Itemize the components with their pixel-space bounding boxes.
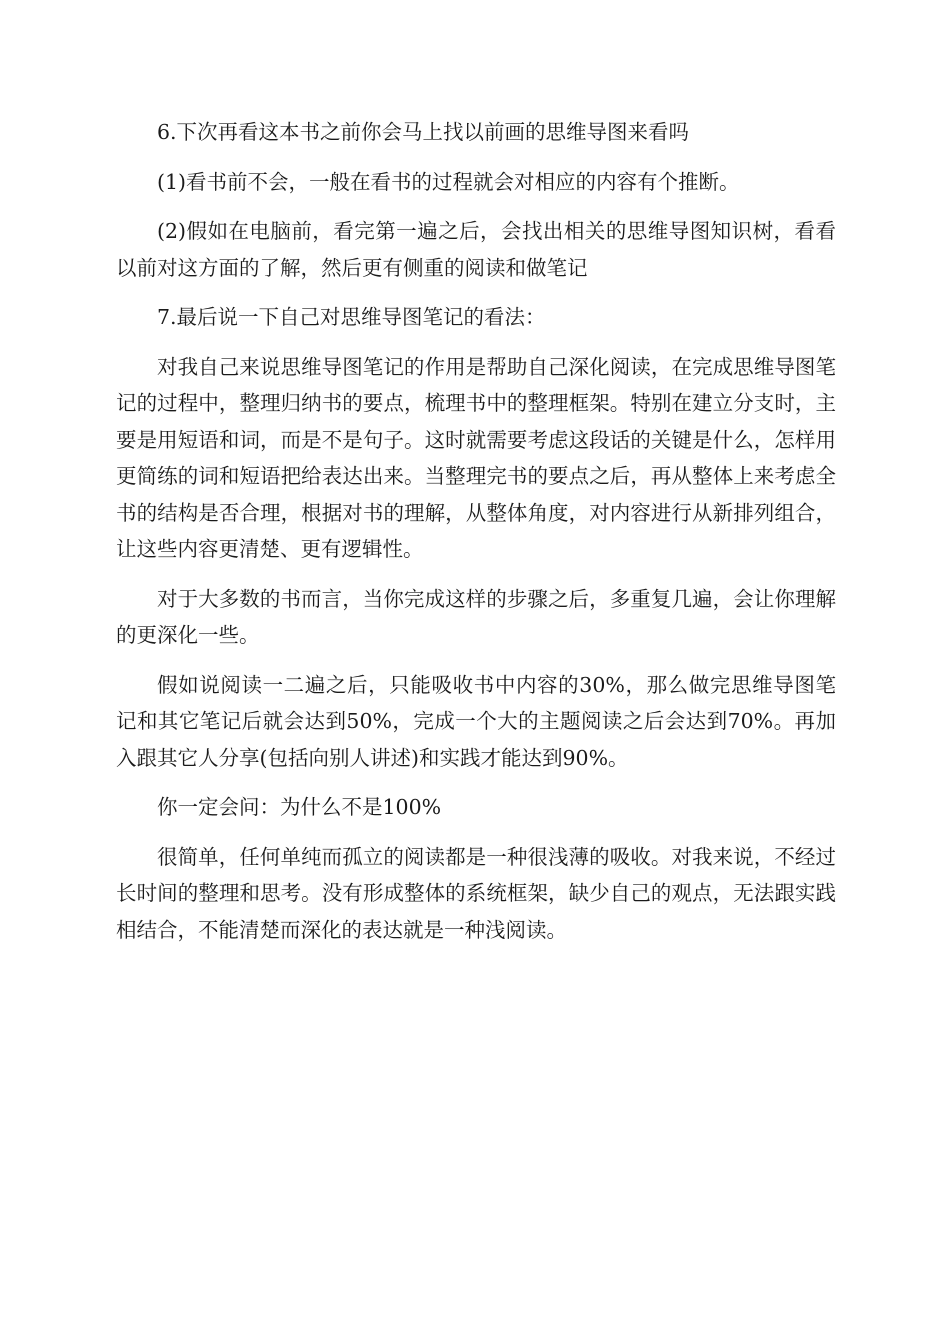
paragraph-percentages: 假如说阅读一二遍之后，只能吸收书中内容的30%，那么做完思维导图笔记和其它笔记后就会达到50%，完成一个大的主题阅读之后会达到70%。再加入跟其它人分享(包括向别人讲述)和实践才能达到90%。 (116, 672, 836, 770)
answer-6-1: (1)看书前不会，一般在看书的过程就会对相应的内容有个推断。 (157, 169, 740, 194)
paragraph-shallow-reading: 很简单，任何单纯而孤立的阅读都是一种很浅薄的吸收。对我来说，不经过长时间的整理和思考。没有形成整体的系统框架，缺少自己的观点，无法跟实践相结合，不能清楚而深化的表达就是一种浅阅读。 (116, 844, 836, 942)
paragraph-question-100: 你一定会问：为什么不是100% (157, 795, 442, 819)
question-6: 6.下次再看这本书之前你会马上找以前画的思维导图来看吗 (157, 120, 690, 144)
answer-6-2: (2)假如在电脑前，看完第一遍之后，会找出相关的思维导图知识树，看看以前对这方面的了解，然后更有侧重的阅读和做笔记 (116, 219, 836, 280)
question-7: 7.最后说一下自己对思维导图笔记的看法： (157, 305, 546, 329)
paragraph-mindmap-purpose: 对我自己来说思维导图笔记的作用是帮助自己深化阅读，在完成思维导图笔记的过程中，整理归纳书的要点，梳理书中的整理框架。特别在建立分支时，主要是用短语和词，而是不是句子。这时就需要考虑这段话的关键是什么，怎样用更简练的词和短语把给表达出来。当整理完书的要点之后，再从整体上来考虑全书的结构是否合理，根据对书的理解，从整体角度，对内容进行从新排列组合，让这些内容更清楚、更有逻辑性。 (116, 354, 836, 561)
paragraph-repeat: 对于大多数的书而言，当你完成这样的步骤之后，多重复几遍，会让你理解的更深化一些。 (116, 586, 836, 647)
document-body (116, 114, 836, 961)
